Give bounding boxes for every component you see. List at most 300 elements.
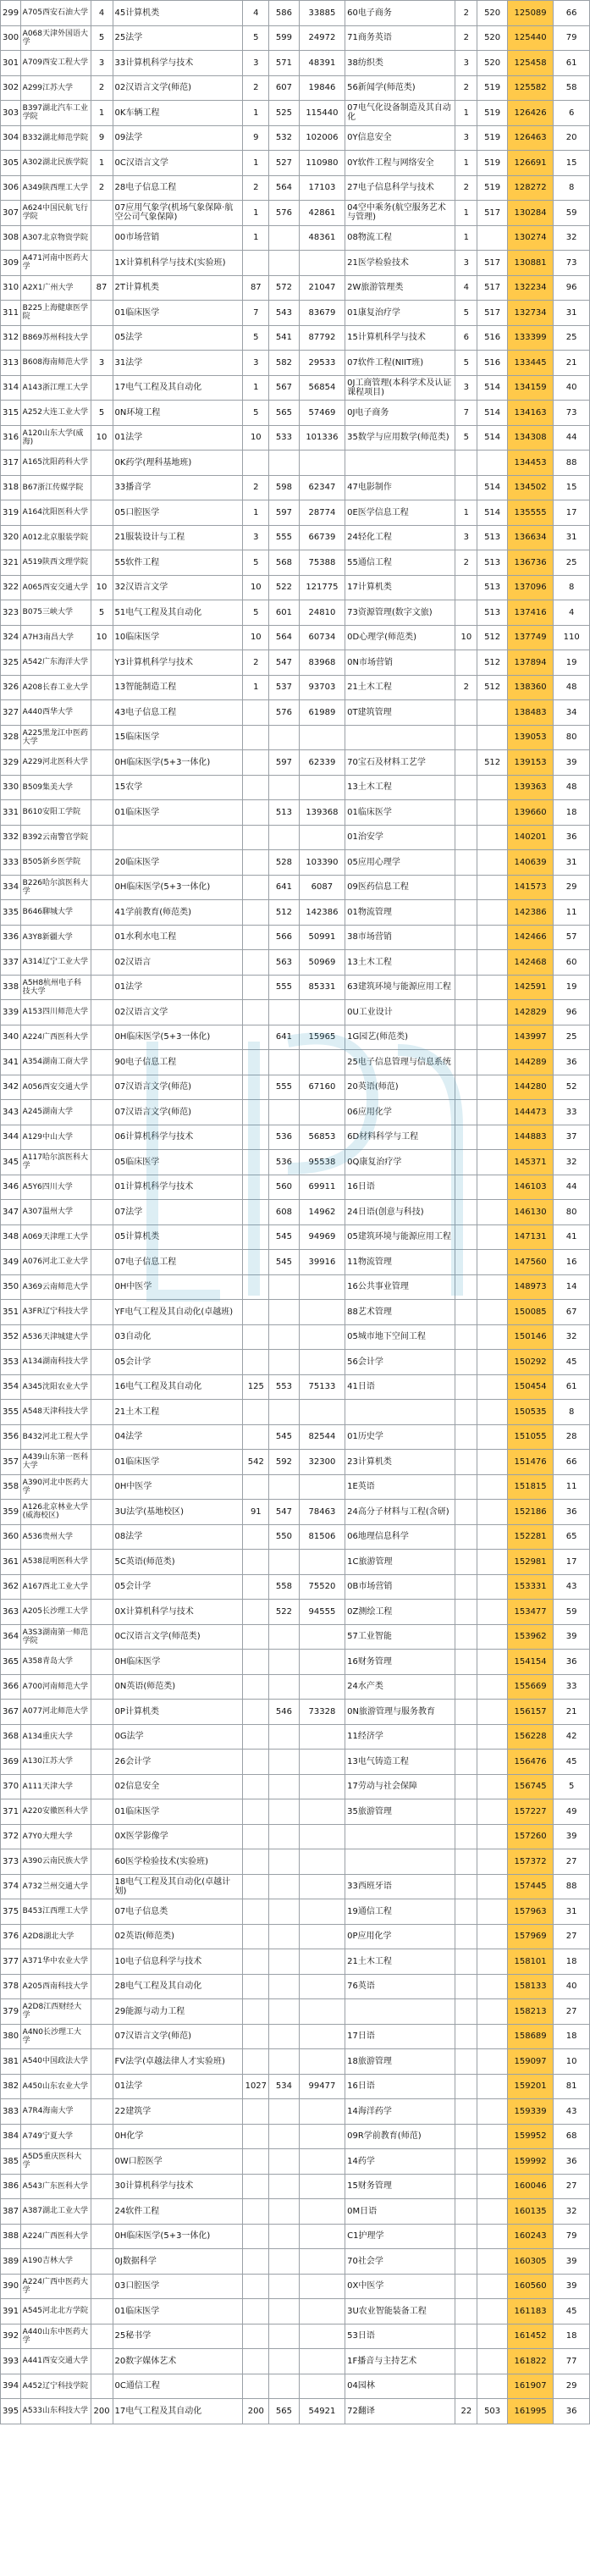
cell-major-name: 51电气工程及其自动化: [113, 600, 243, 626]
cell-row-number: 353: [1, 1350, 21, 1375]
cell-alt-plan: [477, 1474, 508, 1500]
table-row: [1, 1150, 590, 1175]
table-row: [1, 1700, 590, 1725]
cell-admit-rank: 60: [554, 950, 590, 976]
cell-alt-score: 152186: [507, 1500, 553, 1525]
cell-alt-score: 128272: [507, 175, 553, 201]
cell-major-name: 17电气工程及其自动化: [113, 2399, 243, 2424]
cell-rank: 1E英语: [345, 1474, 455, 1500]
cell-alt-plan: [477, 1200, 508, 1225]
cell-school-name: A369云南师范大学: [20, 1274, 91, 1300]
cell-plan-code: [91, 2149, 113, 2175]
cell-plan-code: [91, 1450, 113, 1475]
cell-school-name: A307北京物资学院: [20, 225, 91, 251]
cell-plan-code: [91, 975, 113, 1000]
cell-school-name: A749宁夏大学: [20, 2124, 91, 2149]
cell-alt-score: 159992: [507, 2149, 553, 2175]
cell-score: 85331: [299, 975, 345, 1000]
cell-row-number: 323: [1, 600, 21, 626]
cell-rank: 14海洋药学: [345, 2099, 455, 2125]
table-row: [1, 175, 590, 201]
table-row: [1, 1000, 590, 1025]
cell-major-name: YF电气工程及其自动化(卓越班): [113, 1300, 243, 1325]
cell-plan-count: 5: [243, 550, 269, 576]
table-row: [1, 1100, 590, 1125]
cell-alt-major: 1: [455, 101, 477, 126]
cell-alt-major: [455, 1075, 477, 1100]
cell-plan-count: [243, 1274, 269, 1300]
cell-row-number: 343: [1, 1100, 21, 1125]
cell-score: 21047: [299, 275, 345, 301]
cell-code: 566: [269, 925, 300, 950]
table-row: [1, 1424, 590, 1450]
cell-major-name: 0G法学: [113, 1724, 243, 1750]
cell-code: [269, 1924, 300, 1949]
cell-row-number: 325: [1, 650, 21, 676]
cell-rank: 0Y软件工程与网络安全: [345, 151, 455, 176]
cell-alt-plan: [477, 1949, 508, 1975]
cell-school-name: A5D5重庆医科大学: [20, 2149, 91, 2175]
cell-alt-plan: [477, 1524, 508, 1550]
cell-major-name: 13智能制造工程: [113, 675, 243, 700]
cell-admit-rank: 33: [554, 1100, 590, 1125]
cell-plan-code: [91, 475, 113, 500]
cell-major-name: 25法学: [113, 25, 243, 51]
cell-code: [269, 2199, 300, 2225]
cell-plan-count: 1: [243, 101, 269, 126]
cell-major-name: 25秘书学: [113, 2324, 243, 2349]
cell-major-name: 07应用气象学(机场气象保障·航空公司气象保障): [113, 201, 243, 226]
table-row: [1, 1224, 590, 1250]
cell-major-name: 02英语(师范类): [113, 1924, 243, 1949]
cell-alt-major: 3: [455, 125, 477, 151]
cell-row-number: 321: [1, 550, 21, 576]
cell-row-number: 374: [1, 1874, 21, 1899]
cell-plan-count: [243, 750, 269, 776]
cell-score: 75520: [299, 1574, 345, 1600]
cell-school-name: B397湖北汽车工业学院: [20, 101, 91, 126]
cell-alt-score: 150085: [507, 1300, 553, 1325]
cell-alt-plan: 519: [477, 101, 508, 126]
cell-code: [269, 1724, 300, 1750]
cell-code: 536: [269, 1125, 300, 1150]
cell-school-name: A130江苏大学: [20, 1750, 91, 1775]
cell-code: 522: [269, 1600, 300, 1625]
cell-code: 641: [269, 875, 300, 900]
cell-alt-major: [455, 700, 477, 726]
cell-plan-code: [91, 825, 113, 850]
cell-admit-rank: 110: [554, 625, 590, 650]
cell-plan-count: [243, 1949, 269, 1975]
cell-code: 547: [269, 1500, 300, 1525]
cell-plan-count: 5: [243, 600, 269, 626]
cell-alt-plan: [477, 1350, 508, 1375]
cell-row-number: 395: [1, 2399, 21, 2424]
table-row: [1, 2049, 590, 2075]
cell-plan-count: [243, 775, 269, 800]
cell-score: [299, 2249, 345, 2275]
cell-admit-rank: 11: [554, 900, 590, 926]
cell-major-name: 21土木工程: [113, 1400, 243, 1425]
cell-plan-code: [91, 2274, 113, 2299]
cell-score: 95538: [299, 1150, 345, 1175]
table-row: [1, 1899, 590, 1925]
cell-school-name: A224广西医科大学: [20, 2224, 91, 2249]
cell-plan-count: [243, 1724, 269, 1750]
cell-plan-count: 87: [243, 275, 269, 301]
cell-major-name: 5C英语(师范类): [113, 1550, 243, 1575]
cell-plan-count: [243, 1125, 269, 1150]
table-row: [1, 2149, 590, 2175]
cell-admit-rank: 39: [554, 1824, 590, 1849]
cell-plan-count: 10: [243, 575, 269, 600]
cell-plan-count: [243, 1574, 269, 1600]
cell-admit-rank: 39: [554, 2249, 590, 2275]
cell-alt-major: [455, 2074, 477, 2099]
cell-admit-rank: 43: [554, 2099, 590, 2125]
cell-row-number: 331: [1, 800, 21, 826]
cell-plan-code: [91, 700, 113, 726]
cell-alt-score: 137894: [507, 650, 553, 676]
cell-major-name: FV法学(卓越法律人才实验班): [113, 2049, 243, 2075]
cell-code: 512: [269, 900, 300, 926]
cell-alt-plan: [477, 1100, 508, 1125]
cell-plan-count: [243, 1150, 269, 1175]
cell-alt-score: 154154: [507, 1650, 553, 1675]
cell-plan-code: 200: [91, 2399, 113, 2424]
cell-alt-major: [455, 1324, 477, 1350]
cell-alt-major: [455, 2349, 477, 2374]
cell-code: [269, 1849, 300, 1875]
cell-plan-code: [91, 925, 113, 950]
cell-alt-plan: 520: [477, 51, 508, 76]
cell-major-name: 05会计学: [113, 1350, 243, 1375]
cell-school-name: A7Y0大理大学: [20, 1824, 91, 1849]
cell-plan-code: [91, 2074, 113, 2099]
cell-alt-score: 150146: [507, 1324, 553, 1350]
cell-rank: 38纺织类: [345, 51, 455, 76]
cell-school-name: A390河北中医药大学: [20, 1474, 91, 1500]
cell-score: [299, 1474, 345, 1500]
cell-row-number: 361: [1, 1550, 21, 1575]
cell-alt-major: [455, 1524, 477, 1550]
cell-row-number: 385: [1, 2149, 21, 2175]
cell-plan-code: [91, 1974, 113, 1999]
cell-admit-rank: 32: [554, 2199, 590, 2225]
cell-rank: 16公共事业管理: [345, 1274, 455, 1300]
cell-alt-major: [455, 1100, 477, 1125]
cell-admit-rank: 67: [554, 1300, 590, 1325]
table-row: [1, 1025, 590, 1050]
cell-major-name: 21服装设计与工程: [113, 525, 243, 550]
cell-score: 24972: [299, 25, 345, 51]
cell-admit-rank: 43: [554, 1574, 590, 1600]
cell-admit-rank: 36: [554, 1050, 590, 1075]
cell-alt-plan: 512: [477, 650, 508, 676]
cell-row-number: 383: [1, 2099, 21, 2125]
cell-alt-plan: 514: [477, 475, 508, 500]
table-row: [1, 1750, 590, 1775]
cell-admit-rank: 39: [554, 2274, 590, 2299]
cell-plan-count: 5: [243, 325, 269, 351]
cell-alt-major: [455, 2249, 477, 2275]
cell-school-name: B225上海健康医学院: [20, 301, 91, 326]
cell-alt-plan: [477, 1799, 508, 1825]
cell-admit-rank: 39: [554, 1624, 590, 1650]
cell-score: 69911: [299, 1175, 345, 1200]
cell-plan-count: [243, 2324, 269, 2349]
cell-plan-code: [91, 1300, 113, 1325]
cell-admit-rank: 8: [554, 1400, 590, 1425]
table-row: [1, 1874, 590, 1899]
table-row: [1, 1400, 590, 1425]
cell-plan-code: [91, 875, 113, 900]
cell-code: [269, 1300, 300, 1325]
cell-alt-score: 125089: [507, 1, 553, 26]
cell-alt-score: 134159: [507, 375, 553, 401]
cell-admit-rank: 28: [554, 1424, 590, 1450]
cell-plan-count: 10: [243, 425, 269, 451]
cell-row-number: 313: [1, 351, 21, 376]
cell-school-name: A068天津外国语大学: [20, 25, 91, 51]
cell-alt-major: [455, 1274, 477, 1300]
cell-plan-code: [91, 675, 113, 700]
cell-plan-count: [243, 1524, 269, 1550]
cell-school-name: B509集美大学: [20, 775, 91, 800]
cell-alt-major: 4: [455, 275, 477, 301]
cell-code: [269, 1674, 300, 1700]
cell-major-name: 03自动化: [113, 1324, 243, 1350]
cell-school-name: A2X1广州大学: [20, 275, 91, 301]
cell-admit-rank: 58: [554, 75, 590, 101]
cell-alt-score: 140201: [507, 825, 553, 850]
cell-rank: 0E医学信息工程: [345, 500, 455, 526]
cell-plan-count: [243, 825, 269, 850]
table-row: [1, 1350, 590, 1375]
cell-alt-score: 137096: [507, 575, 553, 600]
cell-major-name: 0N英语(师范类): [113, 1674, 243, 1700]
cell-plan-count: [243, 2149, 269, 2175]
cell-school-name: A314辽宁工业大学: [20, 950, 91, 976]
cell-code: 572: [269, 275, 300, 301]
cell-code: [269, 2299, 300, 2324]
cell-rank: 04空中乘务(航空服务艺术与管理): [345, 201, 455, 226]
cell-admit-rank: 79: [554, 25, 590, 51]
cell-major-name: 0C汉语言文学: [113, 151, 243, 176]
cell-alt-plan: [477, 950, 508, 976]
cell-major-name: 01法学: [113, 2074, 243, 2099]
cell-alt-plan: [477, 1500, 508, 1525]
cell-plan-count: [243, 1050, 269, 1075]
cell-score: [299, 2374, 345, 2399]
cell-score: 61989: [299, 700, 345, 726]
cell-alt-score: 156745: [507, 1774, 553, 1799]
cell-school-name: A229河北医科大学: [20, 750, 91, 776]
cell-alt-score: 156157: [507, 1700, 553, 1725]
cell-row-number: 307: [1, 201, 21, 226]
cell-row-number: 318: [1, 475, 21, 500]
cell-code: [269, 1100, 300, 1125]
cell-plan-code: [91, 1899, 113, 1925]
cell-school-name: A371华中农业大学: [20, 1949, 91, 1975]
cell-plan-code: [91, 1200, 113, 1225]
cell-row-number: 359: [1, 1500, 21, 1525]
cell-plan-code: [91, 2174, 113, 2199]
cell-major-name: 07汉语言文学(师范): [113, 2024, 243, 2049]
cell-school-name: B392云南警官学院: [20, 825, 91, 850]
cell-alt-major: [455, 2149, 477, 2175]
cell-alt-score: 130284: [507, 201, 553, 226]
cell-plan-code: [91, 1075, 113, 1100]
cell-major-name: 09法学: [113, 125, 243, 151]
cell-alt-plan: [477, 2174, 508, 2199]
cell-rank: 0B市场营销: [345, 1574, 455, 1600]
cell-major-name: 0H临床医学(5+3一体化): [113, 875, 243, 900]
cell-alt-score: 132234: [507, 275, 553, 301]
cell-alt-major: 2: [455, 1, 477, 26]
table-row: [1, 2224, 590, 2249]
cell-alt-score: 159952: [507, 2124, 553, 2149]
cell-row-number: 362: [1, 1574, 21, 1600]
cell-alt-score: 125440: [507, 25, 553, 51]
cell-alt-plan: [477, 1624, 508, 1650]
cell-alt-plan: [477, 1750, 508, 1775]
cell-rank: 0J电子商务: [345, 401, 455, 426]
cell-plan-code: [91, 775, 113, 800]
cell-alt-plan: [477, 2099, 508, 2125]
cell-code: [269, 2174, 300, 2199]
cell-rank: 47电影制作: [345, 475, 455, 500]
cell-code: [269, 251, 300, 276]
cell-plan-code: [91, 2324, 113, 2349]
cell-plan-count: 2: [243, 175, 269, 201]
cell-major-name: 28电子信息工程: [113, 175, 243, 201]
table-row: [1, 1949, 590, 1975]
cell-major-name: 0C通信工程: [113, 2374, 243, 2399]
cell-alt-score: 160305: [507, 2249, 553, 2275]
cell-plan-count: [243, 1899, 269, 1925]
cell-school-name: A252大连工业大学: [20, 401, 91, 426]
cell-school-name: A2D8江西财经大学: [20, 1999, 91, 2025]
cell-alt-plan: [477, 1250, 508, 1275]
cell-rank: [345, 1824, 455, 1849]
cell-admit-rank: 77: [554, 2349, 590, 2374]
cell-rank: 09医药信息工程: [345, 875, 455, 900]
cell-alt-score: 161183: [507, 2299, 553, 2324]
cell-code: 543: [269, 301, 300, 326]
cell-code: 545: [269, 1424, 300, 1450]
cell-admit-rank: 18: [554, 800, 590, 826]
cell-alt-score: 157227: [507, 1799, 553, 1825]
cell-code: 553: [269, 1374, 300, 1400]
cell-school-name: A543广东医科大学: [20, 2174, 91, 2199]
cell-alt-plan: [477, 1075, 508, 1100]
cell-code: [269, 2149, 300, 2175]
cell-alt-major: [455, 1824, 477, 1849]
cell-rank: 15计算机科学与技术: [345, 325, 455, 351]
cell-rank: 0X中医学: [345, 2274, 455, 2299]
cell-alt-major: [455, 1200, 477, 1225]
cell-code: 567: [269, 375, 300, 401]
cell-major-name: 05计算机类: [113, 1224, 243, 1250]
cell-row-number: 342: [1, 1075, 21, 1100]
cell-alt-major: [455, 1949, 477, 1975]
cell-row-number: 372: [1, 1824, 21, 1849]
cell-alt-score: 142466: [507, 925, 553, 950]
cell-alt-score: 132734: [507, 301, 553, 326]
cell-rank: 09R学前教育(师范): [345, 2124, 455, 2149]
cell-row-number: 377: [1, 1949, 21, 1975]
cell-score: [299, 1650, 345, 1675]
cell-alt-major: [455, 1700, 477, 1725]
cell-plan-count: 5: [243, 401, 269, 426]
cell-school-name: A117哈尔滨医科大学: [20, 1150, 91, 1175]
cell-plan-code: [91, 1550, 113, 1575]
cell-alt-score: 159201: [507, 2074, 553, 2099]
cell-school-name: A134重庆大学: [20, 1724, 91, 1750]
cell-rank: 24高分子材料与工程(含研): [345, 1500, 455, 1525]
cell-row-number: 357: [1, 1450, 21, 1475]
cell-major-name: 3U法学(基地校区): [113, 1500, 243, 1525]
cell-plan-count: 1: [243, 675, 269, 700]
cell-major-name: 01临床医学: [113, 800, 243, 826]
cell-plan-code: [91, 2349, 113, 2374]
cell-alt-major: [455, 1000, 477, 1025]
cell-plan-code: [91, 525, 113, 550]
cell-alt-plan: [477, 2324, 508, 2349]
cell-plan-count: [243, 800, 269, 826]
cell-major-name: 07汉语言文学(师范): [113, 1100, 243, 1125]
cell-rank: 08物流工程: [345, 225, 455, 251]
cell-alt-major: [455, 1500, 477, 1525]
cell-row-number: 358: [1, 1474, 21, 1500]
cell-admit-rank: 31: [554, 1899, 590, 1925]
cell-alt-major: [455, 1474, 477, 1500]
cell-alt-plan: [477, 825, 508, 850]
cell-code: 608: [269, 1200, 300, 1225]
cell-code: 568: [269, 550, 300, 576]
table-row: [1, 2124, 590, 2149]
cell-alt-major: [455, 2374, 477, 2399]
cell-plan-code: [91, 1824, 113, 1849]
cell-alt-score: 144473: [507, 1100, 553, 1125]
cell-row-number: 378: [1, 1974, 21, 1999]
cell-plan-code: [91, 850, 113, 876]
cell-major-name: 0P计算机类: [113, 1700, 243, 1725]
cell-school-name: A3Y8新疆大学: [20, 925, 91, 950]
cell-alt-major: [455, 575, 477, 600]
cell-row-number: 379: [1, 1999, 21, 2025]
cell-plan-code: [91, 2024, 113, 2049]
cell-alt-score: 138360: [507, 675, 553, 700]
cell-alt-major: [455, 2024, 477, 2049]
table-row: [1, 1300, 590, 1325]
cell-alt-plan: [477, 1849, 508, 1875]
cell-rank: 70社会学: [345, 2249, 455, 2275]
table-row: [1, 1175, 590, 1200]
cell-row-number: 360: [1, 1524, 21, 1550]
cell-score: 6087: [299, 875, 345, 900]
cell-alt-major: [455, 1799, 477, 1825]
cell-alt-major: [455, 1724, 477, 1750]
cell-school-name: A354湖南工商大学: [20, 1050, 91, 1075]
cell-plan-count: [243, 2374, 269, 2399]
cell-admit-rank: 32: [554, 1324, 590, 1350]
cell-score: [299, 2199, 345, 2225]
cell-code: [269, 775, 300, 800]
cell-admit-rank: 73: [554, 251, 590, 276]
cell-alt-plan: 514: [477, 401, 508, 426]
